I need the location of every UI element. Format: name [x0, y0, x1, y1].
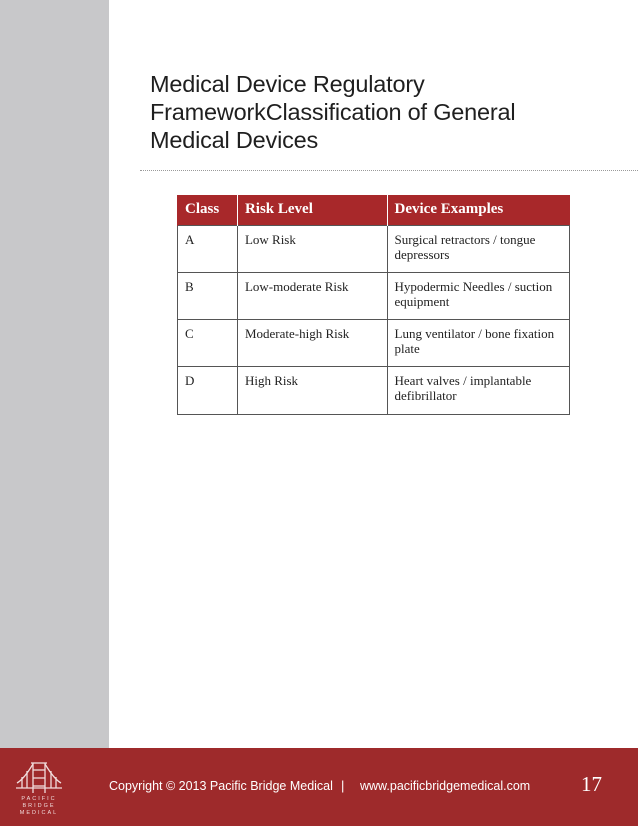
logo-text-pacific: PACIFIC — [21, 796, 57, 802]
logo-text-medical: MEDICAL — [19, 810, 59, 816]
cell-class: A — [178, 225, 238, 272]
cell-risk-level: Low-moderate Risk — [237, 272, 387, 319]
website-link[interactable]: www.pacificbridgemedical.com — [360, 779, 531, 793]
page-title: Medical Device Regulatory FrameworkClassification of General Medical Devices — [150, 71, 516, 153]
page-footer — [0, 748, 638, 826]
dotted-divider — [140, 170, 638, 171]
table-header-row — [178, 195, 570, 225]
cell-risk-level: Moderate-high Risk — [237, 319, 387, 366]
header-device-examples: Device Examples — [387, 195, 569, 225]
table-row — [178, 319, 570, 366]
header-class: Class — [178, 195, 238, 225]
cell-examples: Hypodermic Needles / suction equipment — [387, 272, 569, 319]
pacific-bridge-medical-logo — [16, 761, 62, 817]
table-row — [178, 366, 570, 414]
cell-risk-level: Low Risk — [237, 225, 387, 272]
table-row — [178, 272, 570, 319]
bridge-tower-icon — [16, 761, 62, 795]
cell-class: B — [178, 272, 238, 319]
cell-risk-level: High Risk — [237, 366, 387, 414]
cell-examples: Heart valves / implantable defibrillator — [387, 366, 569, 414]
left-side-band — [0, 0, 109, 748]
cell-examples: Lung ventilator / bone fixation plate — [387, 319, 569, 366]
cell-examples: Surgical retractors / tongue depressors — [387, 225, 569, 272]
table-row — [178, 225, 570, 272]
logo-text-bridge: BRIDGE — [22, 803, 56, 809]
copyright-text: Copyright © 2013 Pacific Bridge Medical — [109, 779, 333, 793]
page-number: 17 — [581, 772, 602, 796]
footer-separator: | — [341, 778, 345, 793]
cell-class: C — [178, 319, 238, 366]
cell-class: D — [178, 366, 238, 414]
device-classification-table — [177, 195, 570, 415]
header-risk-level: Risk Level — [237, 195, 387, 225]
